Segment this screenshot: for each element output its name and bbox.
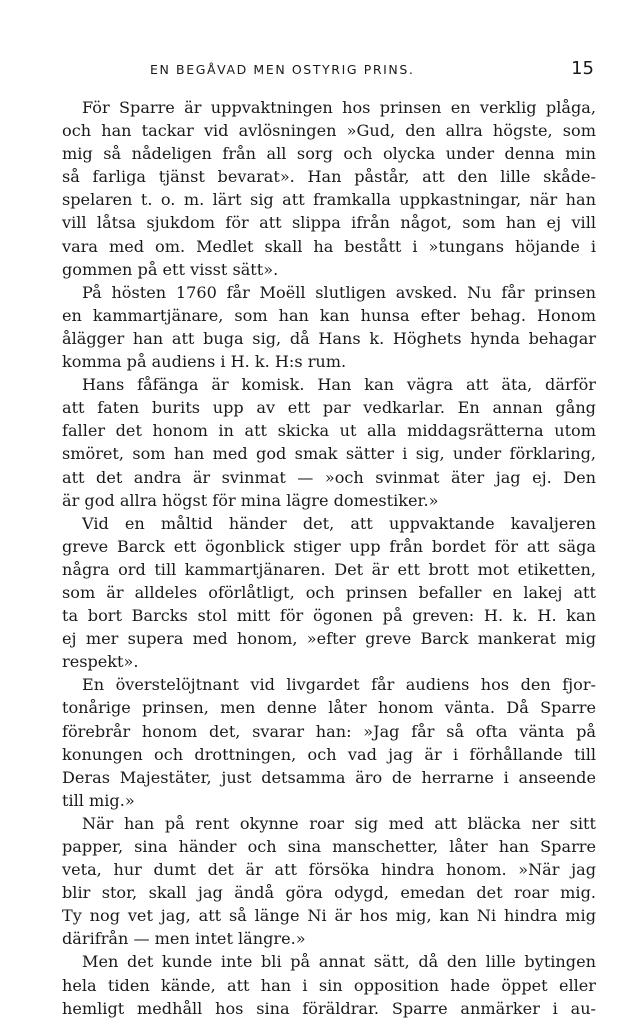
text-line: ålägger han att buga sig, då Hans k. Höghets hynda behagar	[62, 328, 596, 348]
text-line: komma på audiens i H. k. H:s rum.	[62, 352, 347, 372]
text-line: konungen och drottningen, och vad jag är i förhållande till	[62, 744, 596, 764]
text-line: förebrår honom det, svarar han: »Jag får så ofta vänta på	[62, 721, 596, 741]
text-line: ta bort Barcks stol mitt för ögonen på greven: H. k. H. kan	[62, 606, 596, 626]
text-line: att det andra är svinmat — »och svinmat äter jag ej. Den	[62, 467, 596, 487]
text-line: För Sparre är uppvaktningen hos prinsen en verklig plåga,	[82, 98, 596, 117]
text-line: faller det honom in att skicka ut alla middagsrätterna utom	[62, 421, 596, 441]
text-line: och han tackar vid avlösningen »Gud, den allra högste, som	[62, 121, 596, 141]
text-line: greve Barck ett ögonblick stiger upp från bordet för att säga	[62, 536, 596, 556]
text-line: som är alldeles oförlåtligt, och prinsen befaller en lakej att	[62, 582, 596, 602]
text-line: vara med om. Medlet skall ha bestått i »tungans höjande i	[62, 236, 596, 256]
text-line: Hans fåfänga är komisk. Han kan vägra att äta, därför	[82, 375, 596, 395]
running-head	[66, 58, 596, 82]
text-line: När han på rent okynne roar sig med att bläcka ner sitt	[82, 813, 596, 833]
text-line: Ty nog vet jag, att så länge Ni är hos mig, kan Ni hindra mig	[62, 906, 596, 926]
text-line: hemligt medhåll hos sina föräldrar. Sparre anmärker i au-	[62, 998, 596, 1018]
text-line: respekt».	[62, 652, 139, 672]
text-line: blir stor, skall jag ändå göra odygd, emedan det roar mig.	[62, 883, 596, 903]
text-line: gommen på ett visst sätt».	[62, 259, 279, 279]
text-line: spelaren t. o. m. lärt sig att framkalla uppkastningar, när han	[62, 190, 596, 210]
text-line: några ord till kammartjänaren. Det är ett brott mot etiketten,	[62, 559, 596, 579]
text-line: En överstelöjtnant vid livgardet får audiens hos den fjor-	[82, 675, 596, 695]
text-line: Men det kunde inte bli på annat sätt, då den lille bytingen	[82, 952, 596, 972]
text-line: så farliga tjänst bevarat». Han påstår, att den lille skåde-	[62, 167, 596, 187]
text-line: till mig.»	[62, 790, 135, 810]
text-line: vill låtsa sjukdom för att slippa ifrån något, som han ej vill	[62, 213, 596, 233]
text-line: ej mer supera med honom, »efter greve Barck mankerat mig	[62, 629, 596, 649]
text-line: smöret, som han med god smak sätter i sig, under förklaring,	[62, 444, 596, 464]
text-line: Vid en måltid händer det, att uppvaktande kavaljeren	[82, 513, 596, 533]
text-line: mig så nådeligen från all sorg och olycka under denna min	[62, 144, 596, 164]
text-line: är god allra högst för mina lägre domestiker.»	[62, 490, 439, 510]
text-line: På hösten 1760 får Moëll slutligen avsked. Nu får prinsen	[82, 282, 596, 302]
text-line: en kammartjänare, som han kan hunsa efter behag. Honom	[62, 305, 596, 325]
body-text	[62, 96, 596, 1020]
page-number: 15	[571, 58, 594, 79]
text-line: veta, hur dumt det är att försöka hindra honom. »När jag	[62, 860, 596, 880]
running-title: EN BEGÅVAD MEN OSTYRIG PRINS.	[150, 62, 415, 77]
text-line: hela tiden kände, att han i sin opposition hade öppet eller	[62, 975, 596, 995]
text-line: Deras Majestäter, just detsamma äro de herrarne i anseende	[62, 767, 596, 787]
text-line: att faten burits upp av ett par vedkarlar. En annan gång	[62, 398, 596, 418]
text-line: papper, sina händer och sina manschetter, låter han Sparre	[62, 837, 596, 856]
text-line: tonårige prinsen, men denne låter honom vänta. Då Sparre	[62, 698, 596, 718]
text-line: därifrån — men intet längre.»	[62, 929, 306, 949]
